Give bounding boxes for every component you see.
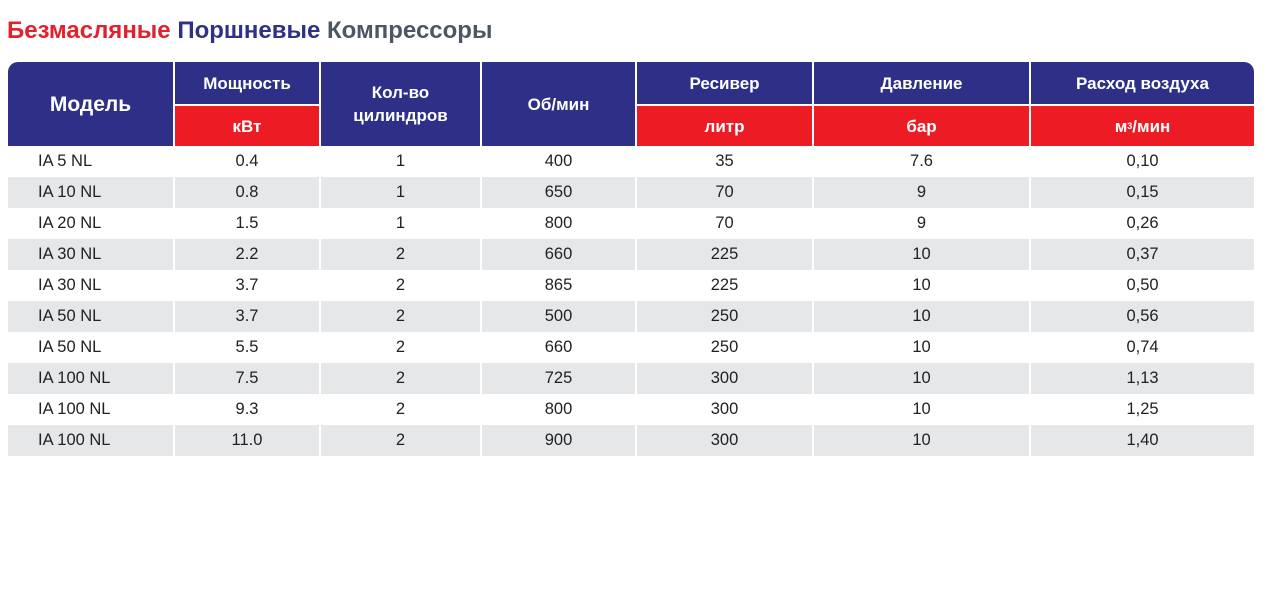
cell-power: 0.4 xyxy=(235,152,259,170)
cell-power: 3.7 xyxy=(175,301,319,332)
cell-airflow: 1,25 xyxy=(1126,400,1159,418)
airflow-unit-rest: /мин xyxy=(1132,116,1171,136)
cell-cylinders: 2 xyxy=(395,338,406,356)
table-row xyxy=(8,177,1254,208)
table-row xyxy=(8,394,1254,425)
cell-cylinders: 2 xyxy=(321,363,480,394)
cell-receiver: 300 xyxy=(710,400,739,418)
table-header xyxy=(8,62,1254,146)
cell-airflow: 1,13 xyxy=(1031,363,1254,394)
header-airflow-unit: м 3 /мин xyxy=(1031,106,1254,146)
table-row xyxy=(8,332,1254,363)
header-airflow: Расход воздуха xyxy=(1031,62,1254,104)
title-word-oilfree: Безмасляные xyxy=(7,17,171,44)
table-row xyxy=(8,363,1254,394)
cell-model: IA 100 NL xyxy=(8,425,173,456)
cell-pressure: 10 xyxy=(814,363,1029,394)
cell-pressure: 10 xyxy=(912,276,931,294)
cell-power: 2.2 xyxy=(175,239,319,270)
page-title xyxy=(7,17,492,45)
cell-pressure: 10 xyxy=(814,301,1029,332)
table-row xyxy=(8,239,1254,270)
header-cylinders-line1: Кол-во xyxy=(371,83,430,102)
cell-airflow: 0,15 xyxy=(1031,177,1254,208)
cell-power: 9.3 xyxy=(235,400,259,418)
cell-rpm: 800 xyxy=(544,400,573,418)
cell-pressure: 10 xyxy=(912,338,931,356)
cell-airflow: 0,37 xyxy=(1031,239,1254,270)
cell-airflow: 0,26 xyxy=(1126,214,1159,232)
table-row xyxy=(8,301,1254,332)
cell-receiver: 250 xyxy=(637,301,812,332)
cell-airflow: 0,74 xyxy=(1126,338,1159,356)
cell-receiver: 225 xyxy=(710,276,739,294)
header-receiver-unit: литр xyxy=(637,106,812,146)
cell-cylinders: 2 xyxy=(395,400,406,418)
cell-power: 0.8 xyxy=(175,177,319,208)
cell-airflow: 0,50 xyxy=(1126,276,1159,294)
header-power-unit: кВт xyxy=(175,106,319,146)
header-pressure-unit: бар xyxy=(814,106,1029,146)
table-body xyxy=(8,146,1254,456)
cell-cylinders: 2 xyxy=(395,276,406,294)
cell-pressure: 10 xyxy=(912,400,931,418)
cell-model: IA 100 NL xyxy=(38,400,111,418)
cell-airflow: 0,56 xyxy=(1031,301,1254,332)
cell-pressure: 10 xyxy=(814,239,1029,270)
cell-power: 7.5 xyxy=(175,363,319,394)
title-word-piston: Поршневые xyxy=(177,17,321,44)
cell-airflow: 1,40 xyxy=(1031,425,1254,456)
header-model: Модель xyxy=(8,62,173,146)
header-pressure: Давление xyxy=(814,62,1029,104)
cell-receiver: 70 xyxy=(637,177,812,208)
table-row xyxy=(8,208,1254,239)
header-cylinders xyxy=(321,62,480,146)
table-row xyxy=(8,146,1254,177)
cell-cylinders: 1 xyxy=(395,152,406,170)
cell-model: IA 20 NL xyxy=(38,214,102,232)
airflow-unit-base: м xyxy=(1114,116,1128,136)
cell-model: IA 10 NL xyxy=(8,177,173,208)
table-row xyxy=(8,425,1254,456)
cell-rpm: 660 xyxy=(544,338,573,356)
cell-pressure: 9 xyxy=(916,214,927,232)
cell-cylinders: 2 xyxy=(321,425,480,456)
cell-model: IA 100 NL xyxy=(8,363,173,394)
cell-rpm: 725 xyxy=(482,363,635,394)
cell-model: IA 50 NL xyxy=(38,338,102,356)
cell-cylinders: 1 xyxy=(321,177,480,208)
cell-receiver: 35 xyxy=(715,152,734,170)
cell-power: 1.5 xyxy=(235,214,259,232)
cell-receiver: 300 xyxy=(637,363,812,394)
cell-receiver: 250 xyxy=(710,338,739,356)
cell-pressure: 10 xyxy=(814,425,1029,456)
cell-cylinders: 1 xyxy=(395,214,406,232)
table-row xyxy=(8,270,1254,301)
cell-power: 3.7 xyxy=(235,276,259,294)
header-receiver: Ресивер xyxy=(637,62,812,104)
title-word-compressors: Компрессоры xyxy=(327,17,493,44)
cell-rpm: 865 xyxy=(544,276,573,294)
cell-cylinders: 2 xyxy=(321,239,480,270)
header-cylinders-line2: цилиндров xyxy=(353,106,448,125)
cell-airflow: 0,10 xyxy=(1126,152,1159,170)
cell-receiver: 225 xyxy=(637,239,812,270)
cell-rpm: 400 xyxy=(544,152,573,170)
cell-power: 5.5 xyxy=(235,338,259,356)
cell-model: IA 50 NL xyxy=(8,301,173,332)
cell-rpm: 900 xyxy=(482,425,635,456)
header-power: Мощность xyxy=(175,62,319,104)
cell-rpm: 660 xyxy=(482,239,635,270)
cell-rpm: 500 xyxy=(482,301,635,332)
cell-model: IA 30 NL xyxy=(8,239,173,270)
cell-power: 11.0 xyxy=(175,425,319,456)
cell-receiver: 300 xyxy=(637,425,812,456)
cell-pressure: 7.6 xyxy=(910,152,933,170)
cell-model: IA 5 NL xyxy=(38,152,93,170)
cell-pressure: 9 xyxy=(814,177,1029,208)
cell-rpm: 650 xyxy=(482,177,635,208)
cell-cylinders: 2 xyxy=(321,301,480,332)
cell-receiver: 70 xyxy=(715,214,734,232)
cell-rpm: 800 xyxy=(544,214,573,232)
cell-model: IA 30 NL xyxy=(38,276,102,294)
header-rpm: Об/мин xyxy=(482,62,635,146)
